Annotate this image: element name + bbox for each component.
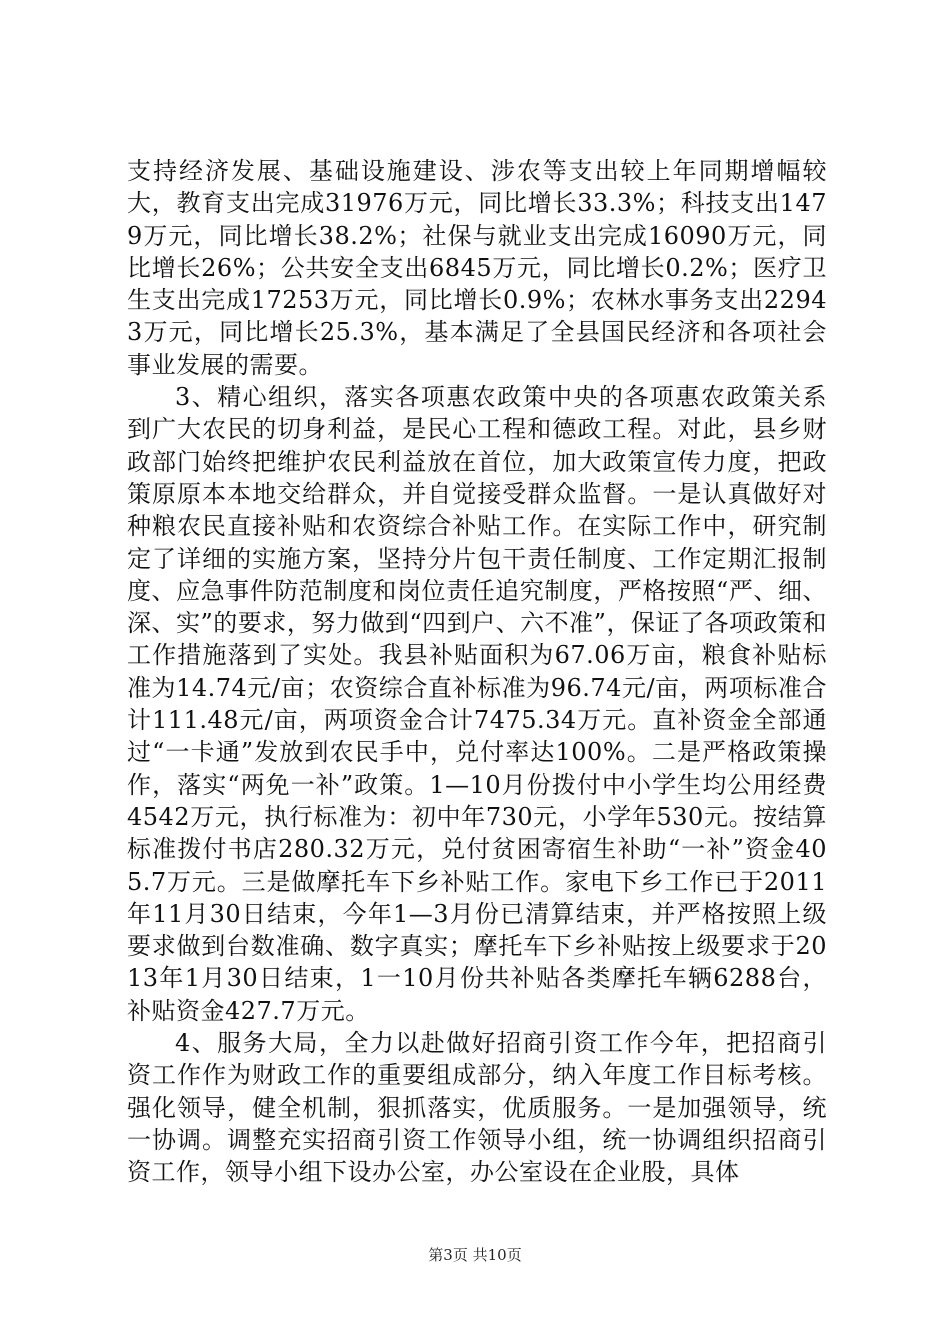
document-body	[127, 155, 827, 1189]
paragraph-investment-attraction: 4、服务大局，全力以赴做好招商引资工作今年，把招商引资工作作为财政工作的重要组成部分，纳入年度工作目标考核。强化领导，健全机制，狠抓落实，优质服务。一是加强领导，统一协调。调整充实招商引资工作领导小组，统一协调组织招商引资工作，领导小组下设办公室，办公室设在企业股，具体	[127, 1029, 827, 1187]
paragraph-agricultural-policies: 3、精心组织，落实各项惠农政策中央的各项惠农政策关系到广大农民的切身利益，是民心工程和德政工程。对此，县乡财政部门始终把维护农民利益放在首位，加大政策宣传力度，把政策原原本本地交给群众，并自觉接受群众监督。一是认真做好对种粮农民直接补贴和农资综合补贴工作。在实际工作中，研究制定了详细的实施方案，坚持分片包干责任制度、工作定期汇报制度、应急事件防范制度和岗位责任追究制度，严格按照“严、细、深、实”的要求，努力做到“四到户、六不准”，保证了各项政策和工作措施落到了实处。我县补贴面积为67.06万亩，粮食补贴标准为14.74元/亩；农资综合直补标准为96.74元/亩，两项标准合计111.48元/亩，两项资金合计7475.34万元。直补资金全部通过“一卡通”发放到农民手中，兑付率达100%。二是严格政策操作，落实“两免一补”政策。1—10月份拨付中小学生均公用经费4542万元，执行标准为：初中年730元，小学年530元。按结算标准拨付书店280.32万元，兑付贫困寄宿生补助“一补”资金405.7万元。三是做摩托车下乡补贴工作。家电下乡工作已于2011年11月30日结束，今年1—3月份已清算结束，并严格按照上级要求做到台数准确、数字真实；摩托车下乡补贴按上级要求于2013年1月30日结束，1一10月份共补贴各类摩托车辆6288台，补贴资金427.7万元。	[127, 383, 827, 1025]
page-number-footer: 第3页 共10页	[428, 1246, 522, 1264]
paragraph-expenditure: 支持经济发展、基础设施建设、涉农等支出较上年同期增幅较大，教育支出完成31976万元，同比增长33.3%；科技支出1479万元，同比增长38.2%；社保与就业支出完成16090万元，同比增长26%；公共安全支出6845万元，同比增长0.2%；医疗卫生支出完成17253万元，同比增长0.9%；农林水事务支出22943万元，同比增长25.3%，基本满足了全县国民经济和各项社会事业发展的需要。	[127, 157, 827, 379]
